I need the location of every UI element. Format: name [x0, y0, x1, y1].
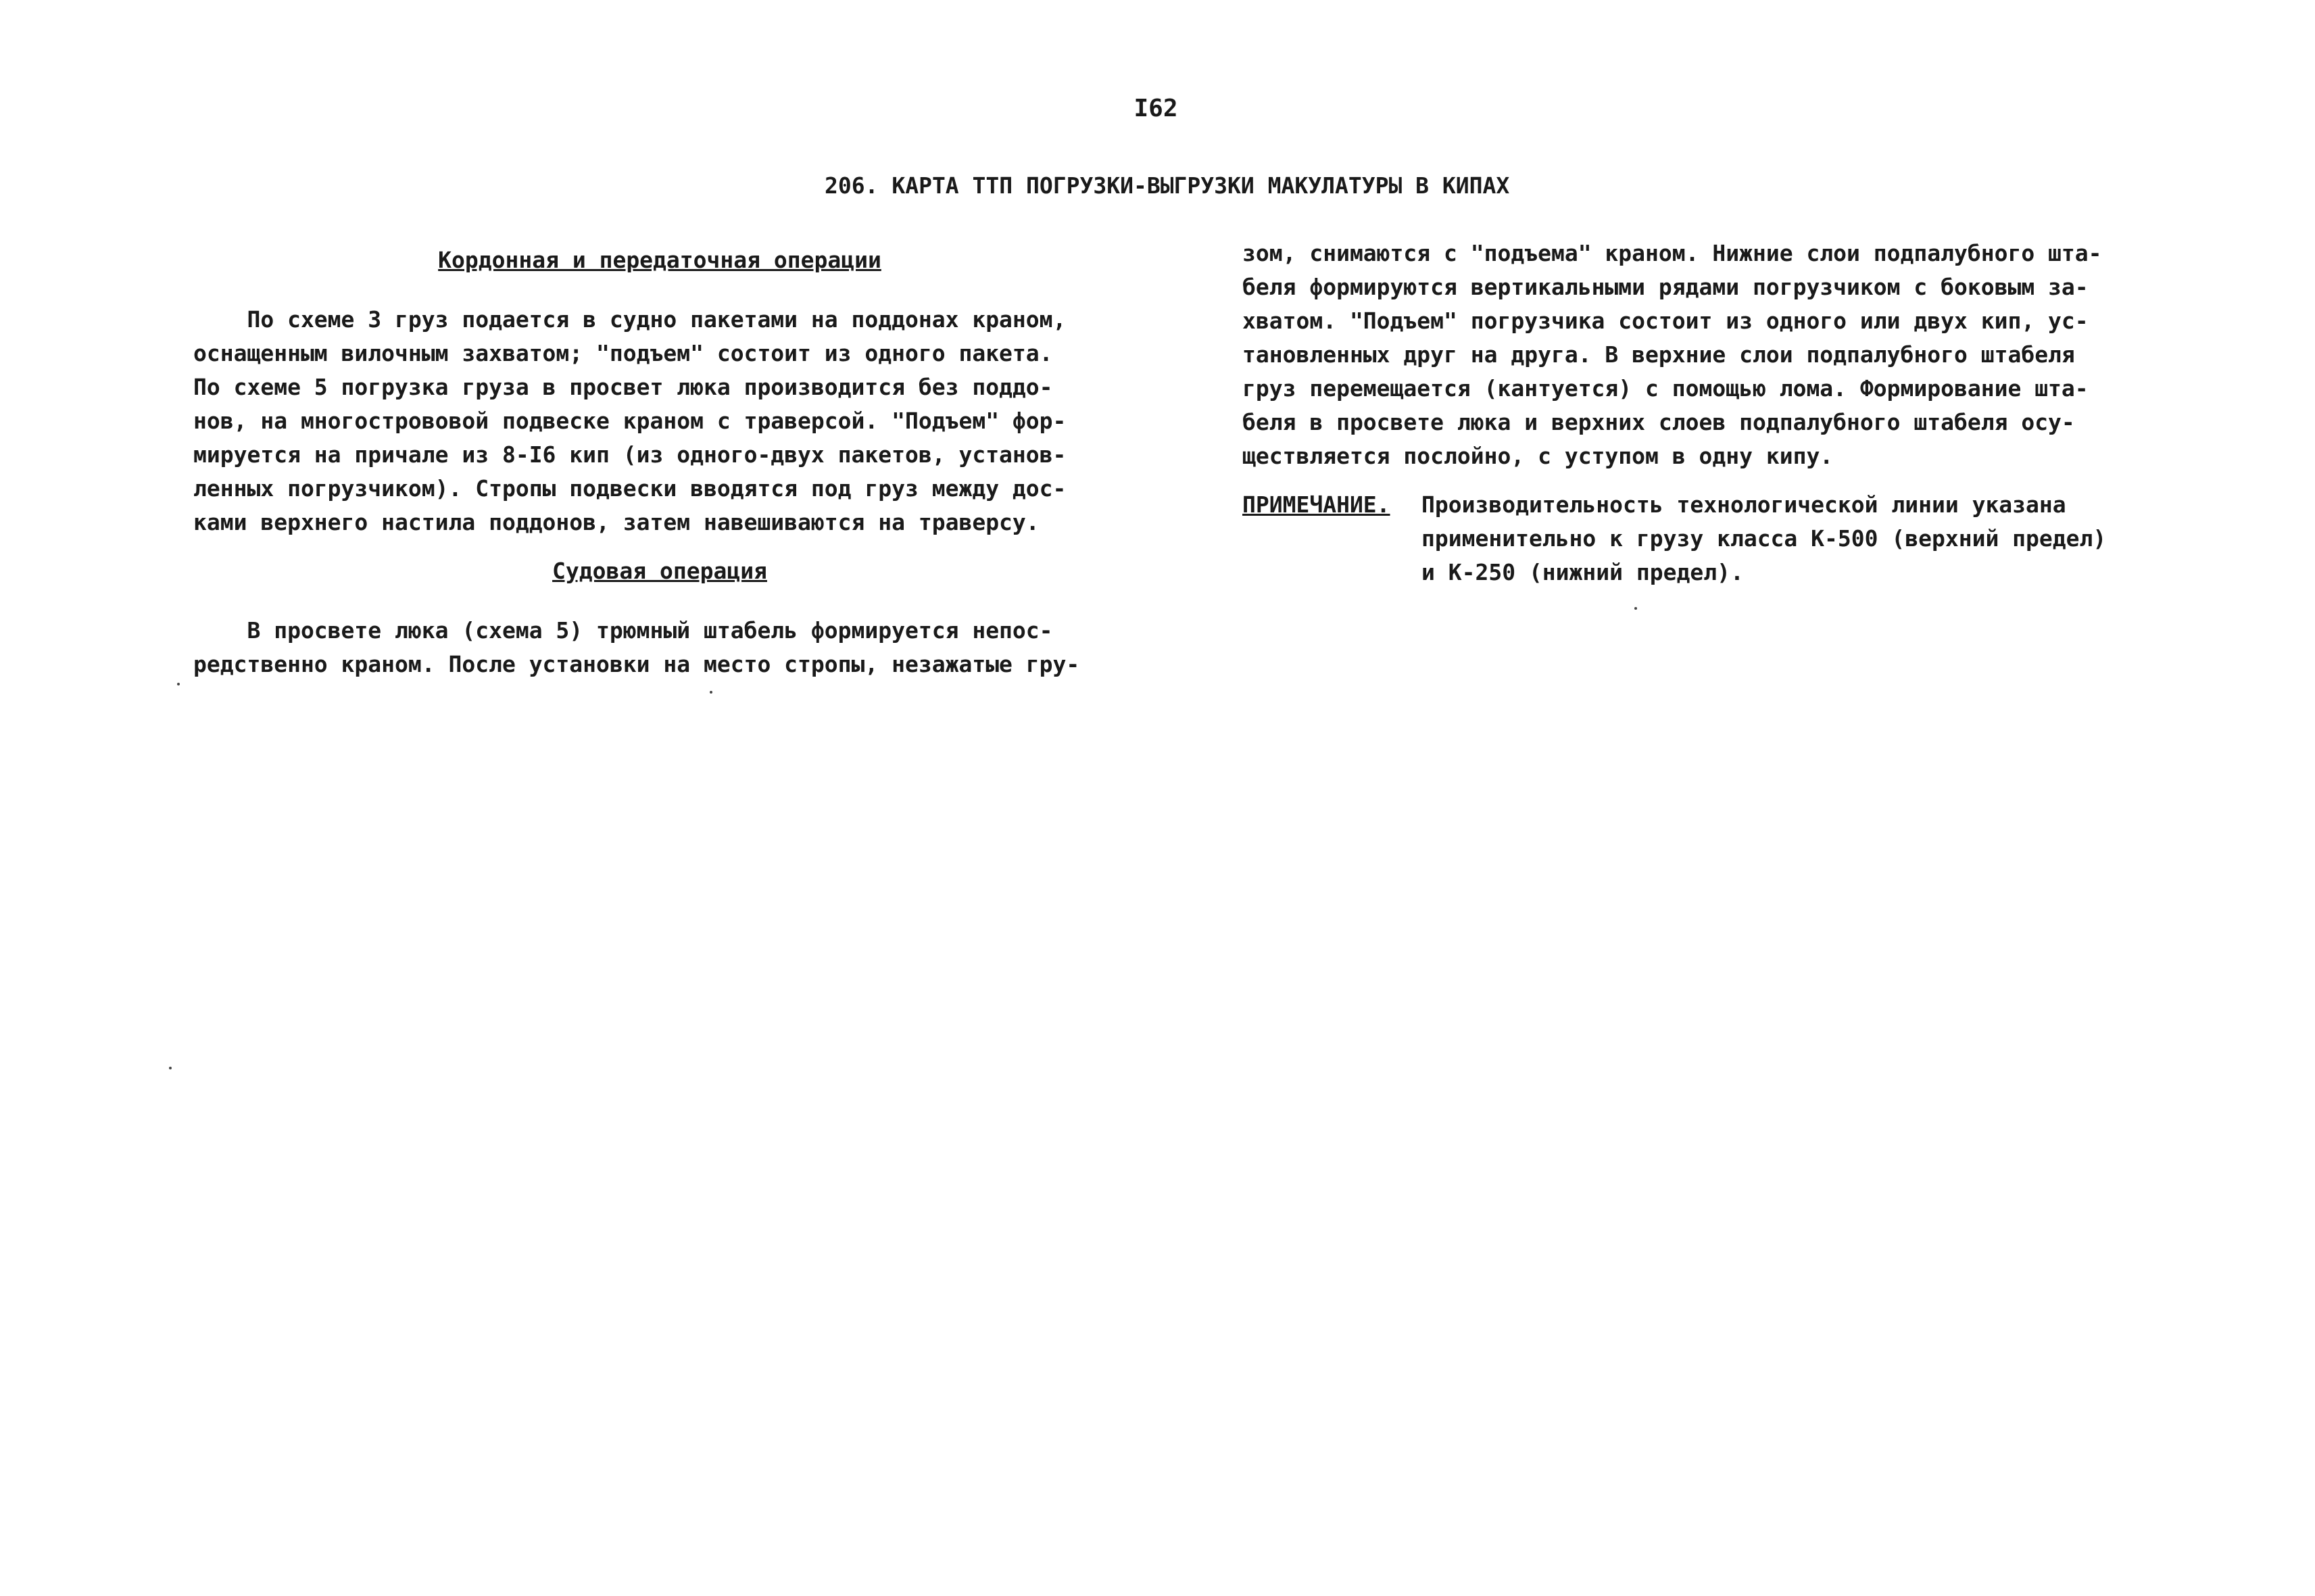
- text-line: редственно краном. После установки на место стропы, незажатые гру-: [193, 651, 1080, 677]
- scan-speck: [177, 683, 180, 685]
- text-line: нов, на многострововой подвеске краном с траверсой. "Подъем" фор-: [193, 408, 1067, 434]
- text-line: мируется на причале из 8-I6 кип (из одного-двух пакетов, установ-: [193, 441, 1067, 468]
- text-line: беля в просвете люка и верхних слоев подпалубного штабеля осу-: [1242, 409, 2075, 435]
- text-line: По схеме 5 погрузка груза в просвет люка производится без поддо-: [193, 374, 1053, 400]
- note-block: [1242, 488, 2141, 589]
- scan-speck: [710, 691, 712, 694]
- right-column: [1242, 237, 2141, 589]
- scan-speck: [1634, 607, 1637, 610]
- section-heading-cordon: Кордонная и передаточная операции: [438, 247, 881, 273]
- paragraph-cordon: [193, 303, 1126, 539]
- note-body: [1421, 488, 2141, 589]
- page-number: I62: [1134, 95, 1178, 122]
- text-line: оснащенным вилочным захватом; "подъем" состоит из одного пакета.: [193, 340, 1053, 366]
- document-title: 206. КАРТА ТТП ПОГРУЗКИ-ВЫГРУЗКИ МАКУЛАТУРЫ В КИПАХ: [825, 172, 1510, 199]
- text-line: ществляется послойно, с уступом в одну кипу.: [1242, 443, 1834, 469]
- text-line: зом, снимаются с "подъема" краном. Нижние слои подпалубного шта-: [1242, 240, 2102, 266]
- text-line: и К-250 (нижний предел).: [1421, 559, 1744, 585]
- text-line: По схеме 3 груз подается в судно пакетами на поддонах краном,: [193, 306, 1067, 333]
- text-line: ленных погрузчиком). Стропы подвески вводятся под груз между дос-: [193, 475, 1067, 502]
- text-line: беля формируются вертикальными рядами погрузчиком с боковым за-: [1242, 274, 2089, 300]
- text-line: хватом. "Подъем" погрузчика состоит из одного или двух кип, ус-: [1242, 308, 2089, 334]
- text-line: груз перемещается (кантуется) с помощью лома. Формирование шта-: [1242, 375, 2089, 402]
- paragraph-continuation: [1242, 237, 2141, 473]
- text-line: В просвете люка (схема 5) трюмный штабель формируется непос-: [193, 617, 1053, 644]
- section-heading-ship: Судовая операция: [552, 558, 767, 584]
- text-line: ками верхнего настила поддонов, затем навешиваются на траверсу.: [193, 509, 1040, 535]
- left-column: [193, 243, 1126, 696]
- text-line: тановленных друг на друга. В верхние слои подпалубного штабеля: [1242, 341, 2075, 368]
- paragraph-ship: [193, 614, 1126, 681]
- text-line: применительно к грузу класса К-500 (верхний предел): [1421, 525, 2107, 552]
- note-label: ПРИМЕЧАНИЕ.: [1242, 491, 1390, 518]
- scan-speck: [169, 1067, 172, 1069]
- text-line: Производительность технологической линии указана: [1421, 491, 2066, 518]
